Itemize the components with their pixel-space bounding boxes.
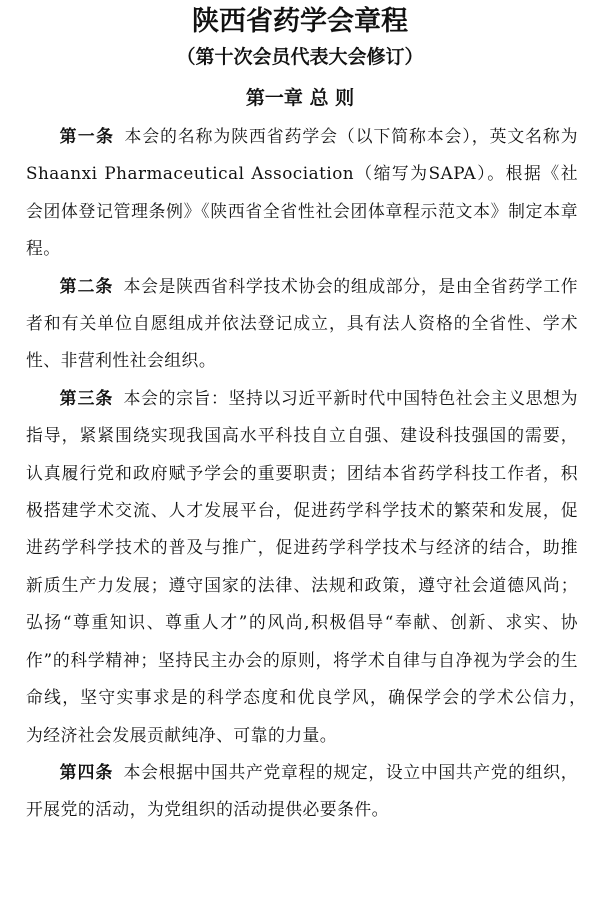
article-number: 第一条: [59, 126, 115, 146]
document-title: 陕西省药学会章程: [192, 6, 408, 37]
article-number: 第二条: [59, 275, 114, 296]
article-text: 本会是陕西省科学技术协会的组成部分，是由全省药学工作者和有关单位自愿组成并依法登记成立，具有法人资格的全省性、学术性、非营利性社会组织。: [26, 275, 578, 371]
article-1: [26, 118, 578, 268]
article-4: [26, 754, 578, 829]
article-number: 第四条: [59, 761, 114, 782]
article-text: 本会的名称为陕西省药学会（以下简称本会），英文名称为 Shaanxi Pharmaceutical Association（缩写为SAPA）。根据《社会团体登记管理条例》《陕西省全省性社会团体章程示范文本》制定本章程。: [26, 126, 578, 259]
article-number: 第三条: [59, 387, 114, 408]
article-text: 本会的宗旨：坚持以习近平新时代中国特色社会主义思想为指导，紧紧围绕实现我国高水平科技自立自强、建设科技强国的需要，认真履行党和政府赋予学会的重要职责；团结本省药学科技工作者，积极搭建学术交流、人才发展平台，促进药学科学技术的繁荣和发展，促进药学科学技术的普及与推广，促进药学科学技术与经济的结合，助推新质生产力发展；遵守国家的法律、法规和政策，遵守社会道德风尚；弘扬“尊重知识、尊重人才”的风尚,积极倡导“奉献、创新、求实、协作”的科学精神；坚持民主办会的原则，将学术自律与自净视为学会的生命线，坚守实事求是的科学态度和优良学风，确保学会的学术公信力， 为经济社会发展贡献纯净、可靠的力量。: [26, 387, 596, 745]
document-body: [26, 118, 596, 829]
article-text: 本会根据中国共产党章程的规定，设立中国共产党的组织，开展党的活动，为党组织的活动提供必要条件。: [26, 761, 578, 820]
document-subtitle: （第十次会员代表大会修订）: [176, 46, 424, 68]
chapter-heading: 第一章 总 则: [245, 87, 355, 109]
article-2: [26, 268, 578, 380]
article-3: [26, 380, 596, 754]
